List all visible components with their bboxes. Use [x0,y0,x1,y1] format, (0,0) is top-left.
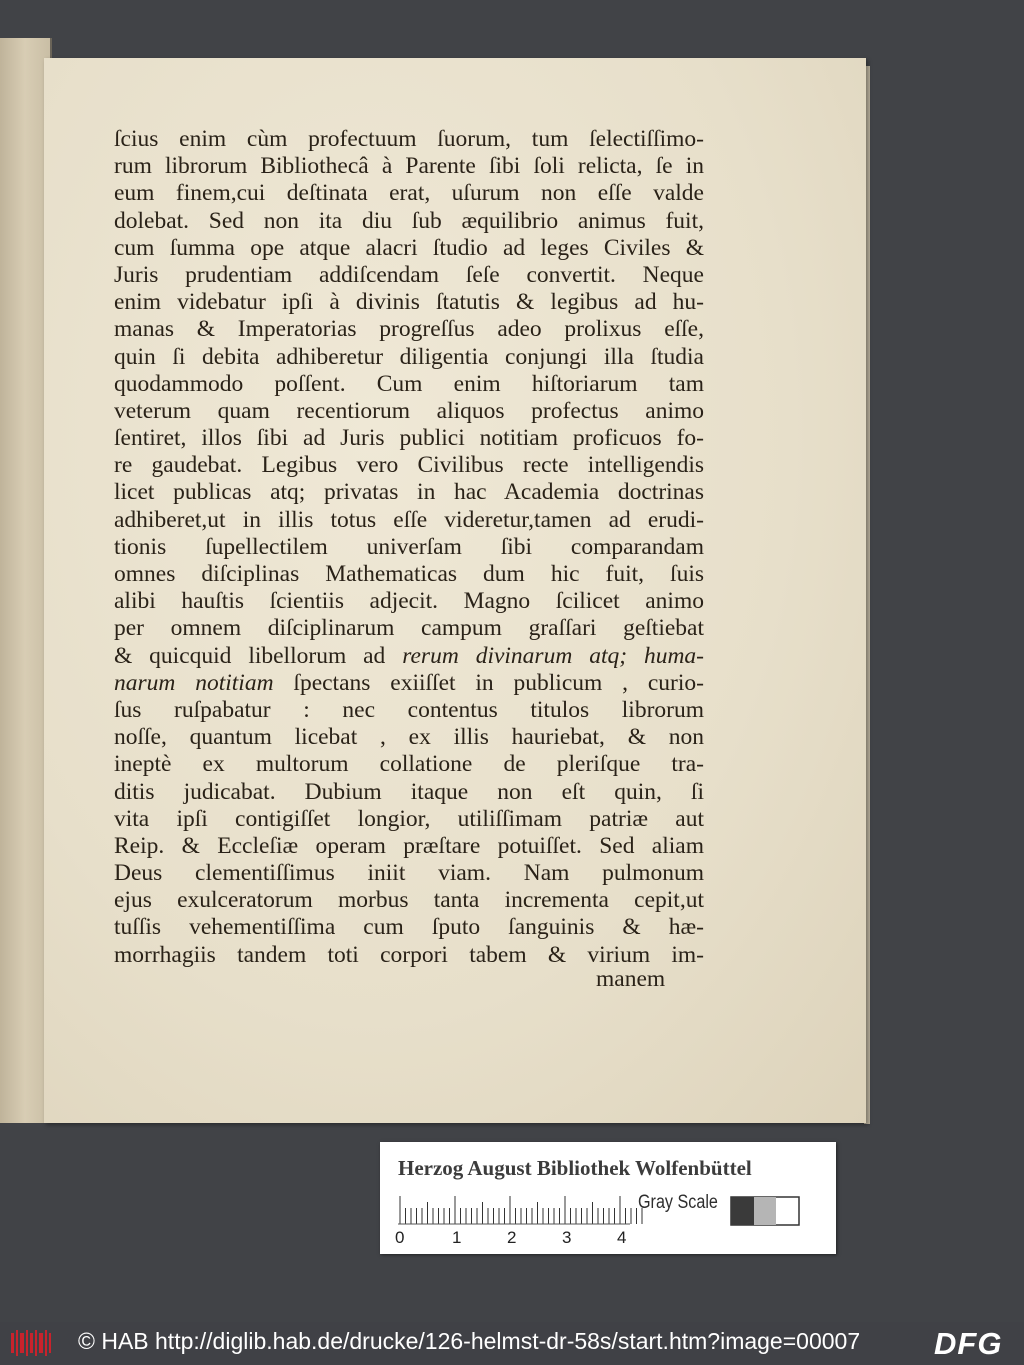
ruler-number: 3 [562,1228,572,1247]
text-line: manas & Imperatorias progreſſus adeo prolixus eſſe, [114,316,704,343]
grayscale-label: Gray Scale [638,1192,718,1213]
copyright-text: © HAB http://diglib.hab.de/drucke/126-helmst-dr-58s/start.htm?image=00007 [78,1328,861,1354]
text-line: enim videbatur ipſi à divinis ſtatutis & legibus ad hu- [114,289,704,316]
text-line: licet publicas atq; privatas in hac Academia doctrinas [114,479,704,506]
text-line: omnes diſciplinas Mathematicas dum hic fuit, ſuis [114,561,704,587]
catchword: manem [596,966,666,992]
barcode-icon [10,1329,52,1357]
text-line: alibi hauſtis ſcientiis adjecit. Magno ſcilicet animo [114,588,704,615]
footer-bar [0,1322,1024,1365]
page-text [114,126,704,969]
text-line: narum notitiam ſpectans exiiſſet in publicum , curio- [114,669,704,696]
text-line: quodammodo poſſent. Cum enim hiſtoriarum tam [114,370,704,397]
text-line: re gaudebat. Legibus vero Civilibus recte intelligendis [114,452,704,479]
text-line: vita ipſi contigiſſet longior, utiliſſimam patriæ aut [114,805,704,832]
text-line: Reip. & Eccleſiæ operam præſtare potuiſſet. Sed aliam [114,832,704,859]
text-line: ejus exulceratorum morbus tanta incrementa cepit,ut [114,887,704,914]
text-line: ſcius enim cùm profectuum ſuorum, tum ſelectiſſimo- [114,126,704,152]
dfg-logo: DFG [934,1326,1003,1361]
text-line: ineptè ex multorum collatione de pleriſque tra- [114,751,704,778]
ruler-scale [380,1142,836,1254]
text-line: noſſe, quantum licebat , ex illis hauriebat, & non [114,724,704,751]
text-line: cum ſumma ope atque alacri ſtudio ad leges Civiles & [114,234,704,261]
text-line: ditis judicabat. Dubium itaque non eſt quin, ſi [114,778,704,805]
text-line: adhiberet,ut in illis totus eſſe videretur,tamen ad erudi- [114,506,704,533]
text-line: tionis ſupellectilem univerſam ſibi comparandam [114,533,704,560]
text-line: quin ſi debita adhiberetur diligentia conjungi illa ſtudia [114,343,704,370]
text-line: veterum quam recentiorum aliquos profectus animo [114,397,704,424]
ruler-number: 1 [452,1228,462,1247]
text-line: ſus ruſpabatur : nec contentus titulos librorum [114,696,704,723]
text-line: tuſſis vehementiſſima cum ſputo ſanguinis & hæ- [114,914,704,941]
text-line: morrhagiis tandem toti corpori tabem & virium im- [114,941,704,968]
text-line: eum finem,cui deſtinata erat, uſurum non eſſe valde [114,180,704,207]
library-name: Herzog August Bibliothek Wolfenbüttel [398,1156,752,1180]
text-line: rum librorum Bibliothecâ à Parente ſibi ſoli relicta, ſe in [114,153,704,180]
ruler-number: 0 [395,1228,405,1247]
ruler-number: 4 [617,1228,627,1247]
library-color-strip [380,1142,836,1254]
ruler-number: 2 [507,1228,517,1247]
text-line: per omnem diſciplinarum campum graſſari geſtiebat [114,615,704,642]
text-line: & quicquid libellorum ad rerum divinarum atq; huma- [114,642,705,669]
text-line: Juris prudentiam addiſcendam ſeſe convertit. Neque [114,261,704,288]
text-line: dolebat. Sed non ita diu ſub æquilibrio animus fuit, [114,207,704,234]
text-line: ſentiret, illos ſibi ad Juris publici notitiam proficuos fo- [114,425,704,452]
text-line: Deus clementiſſimus iniit viam. Nam pulmonum [114,860,704,887]
